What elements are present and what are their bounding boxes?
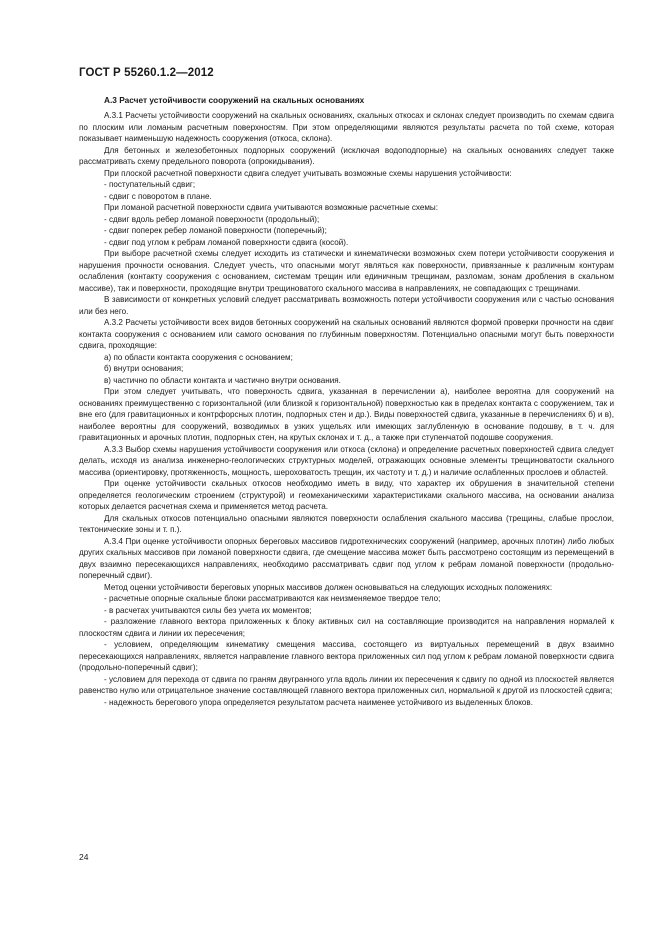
paragraph: При выборе расчетной схемы следует исходить из статически и кинематически возможных схем потери устойчивости сооружения и нарушения прочности основания. Следует учесть, что опасными могут являться как поверхности, привязанные к различным контурам ослабления (контакту сооружения с основанием, системам трещин или единичным трещинам, разломам, зонам дробления в скальном массиве), так и поверхности, проходящие внутри трещиноватого скального массива в направлениях, не совпадающих с трещинами. bbox=[79, 249, 614, 293]
list-item: - надежность берегового упора определяется результатом расчета наименее устойчивого из выделенных блоков. bbox=[104, 697, 533, 707]
section-title: А.3 Расчет устойчивости сооружений на скальных основаниях bbox=[104, 95, 365, 105]
list-item: - разложение главного вектора приложенных к блоку активных сил на составляющие производится на направления нормалей к плоскостям сдвига и линии их пересечения; bbox=[79, 617, 614, 638]
paragraph: При оценке устойчивости скальных откосов необходимо иметь в виду, что характер их обрушения в значительной степени определяется геологическим строением (структурой) и геомеханическими характеристиками скального массива, на основании анализа которых делается расчетная схема и применяется метод расчета. bbox=[79, 479, 614, 511]
list-item: - сдвиг поперек ребер ломаной поверхности (поперечный); bbox=[104, 226, 327, 235]
paragraph: Для бетонных и железобетонных подпорных сооружений (исключая водоподпорные) на скальных основаниях следует также рассматривать схему предельного поворота (опрокидывания). bbox=[79, 145, 614, 166]
page-number: 24 bbox=[79, 852, 89, 862]
list-item: - условием, определяющим кинематику смещения массива, состоящего из виртуальных перемещений в двух взаимно пересекающихся направлениях, является направление главного вектора приложенных сил под углом к ребрам ломаной поверхности сдвига (продольно-поперечный сдвиг); bbox=[79, 640, 614, 672]
document-body bbox=[79, 94, 614, 708]
list-item: б) внутри основания; bbox=[104, 364, 184, 373]
paragraph-a33: А.3.3 Выбор схемы нарушения устойчивости сооружения или откоса (склона) и определение расчетных поверхностей сдвига следует делать, исходя из анализа инженерно-геологических структурных моделей, отражающих основные элементы трещиноватости скального массива (ориентировку, протяженность, мощность, шероховатость трещин, их частоту и т. д.) и наличие ослабленных прослоев и областей. bbox=[79, 444, 614, 477]
paragraph: Для скальных откосов потенциально опасными являются поверхности ослабления скального массива (трещины, слабые прослои, тектонические зоны и т. п.). bbox=[79, 513, 614, 534]
document-header: ГОСТ Р 55260.1.2—2012 bbox=[79, 67, 214, 79]
list-item: - расчетные опорные скальные блоки рассматриваются как неизменяемое твердое тело; bbox=[104, 594, 441, 603]
list-item: - сдвиг вдоль ребер ломаной поверхности (продольный); bbox=[104, 214, 320, 224]
list-item: - условием для перехода от сдвига по граням двугранного угла вдоль линии их пересечения к сдвигу по одной из плоскостей является равенство нулю или отрицательное значение составляющей главного вектора приложенных сил, нормальной к другой из плоскостей сдвига; bbox=[79, 674, 614, 695]
list-item: а) по области контакта сооружения с основанием; bbox=[104, 352, 293, 362]
list-item: в) частично по области контакта и частично внутри основания. bbox=[104, 375, 341, 385]
list-item: - сдвиг с поворотом в плане. bbox=[104, 191, 212, 201]
paragraph-a32: А.3.2 Расчеты устойчивости всех видов бетонных сооружений на скальных оснований являются формой проверки прочности на сдвиг контакта сооружения с основанием или самого основания по глубинным поверхностям. Потенциально опасными могут быть поверхности сдвига, проходящие: bbox=[79, 318, 614, 350]
list-item: - сдвиг под углом к ребрам ломаной поверхности сдвига (косой). bbox=[104, 237, 349, 247]
list-item: - в расчетах учитываются силы без учета их моментов; bbox=[104, 605, 312, 615]
paragraph: При ломаной расчетной поверхности сдвига учитываются возможные расчетные схемы: bbox=[104, 203, 438, 212]
list-item: - поступательный сдвиг; bbox=[104, 180, 196, 189]
paragraph-a31: А.3.1 Расчеты устойчивости сооружений на скальных основаниях, скальных откосах и склонах следует производить по схемам сдвига по плоским или ломаным расчетным поверхностям. При этом определяющими являются результаты расчета по той схеме, которая показывает наименьшую надежность сооружения (откоса, склона). bbox=[79, 111, 614, 143]
paragraph-a34: А.3.4 При оценке устойчивости опорных береговых массивов гидротехнических сооружений (например, арочных плотин) либо любых других скальных массивов при ломаной поверхности сдвига, где смещение массива может быть рассмотрено состоящим из перемещений в двух взаимно пересекающихся направлениях, необходимо рассматривать сдвиг под углом к ребрам ломаной поверхности (продольно-поперечный сдвиг). bbox=[79, 536, 614, 580]
paragraph: В зависимости от конкретных условий следует рассматривать возможность потери устойчивости сооружения или с частью основания или без него. bbox=[79, 295, 614, 316]
paragraph: При этом следует учитывать, что поверхность сдвига, указанная в перечислении а), наиболее вероятна для сооружений на основаниях преимущественно с горизонтальной (или близкой к горизонтальной) поверхностью как в пределах контакта с сооружением, так и вне его (для гравитационных и контрфорсных плотин, подпорных стен и др.). Виды поверхностей сдвига, указанные в перечислениях б) и в), наиболее вероятны для сооружений, возводимых в узких ущельях или имеющих заглубленную в основание подошву, в т. ч. для гравитационных и арочных плотин, подпорных стен, на крутых склонах и т. д., а также при ступенчатой подошве сооружения. bbox=[79, 387, 614, 442]
paragraph: Метод оценки устойчивости береговых упорных массивов должен основываться на следующих исходных положениях: bbox=[104, 582, 553, 592]
paragraph: При плоской расчетной поверхности сдвига следует учитывать возможные схемы нарушения устойчивости: bbox=[104, 168, 512, 178]
